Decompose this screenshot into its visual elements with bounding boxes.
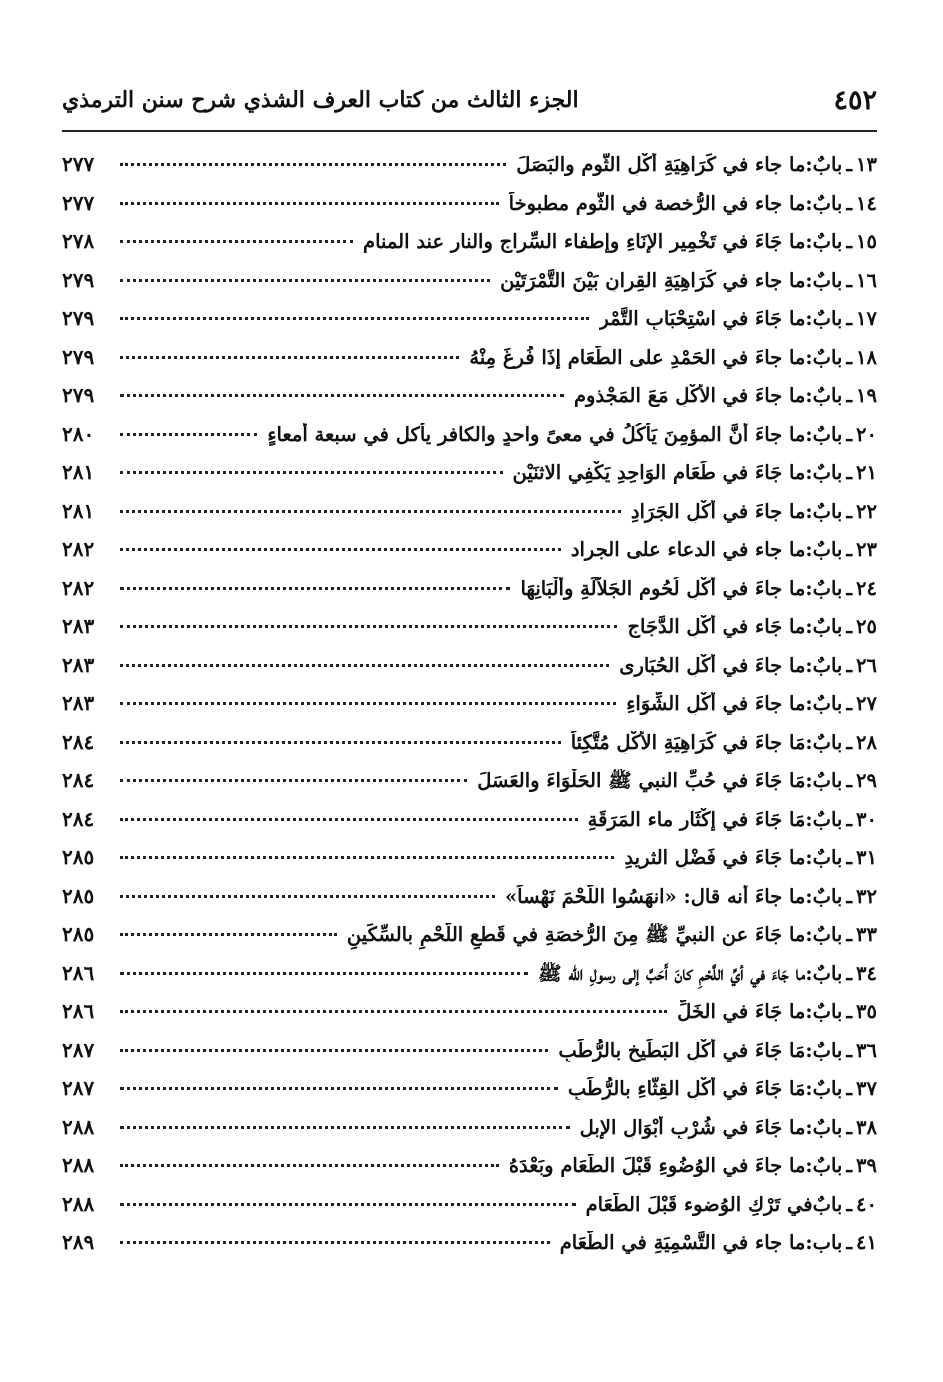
entry-page-number: ٢٨٧ bbox=[62, 1037, 95, 1062]
entry-page-number: ٢٨٣ bbox=[62, 614, 95, 638]
toc-entry bbox=[62, 229, 877, 268]
entry-title: ما جاء في كَرَاهِيَةِ القِرانِ بَيْنَ التَّمْرَتَيْنِ bbox=[500, 268, 806, 292]
dot-leader bbox=[120, 856, 614, 859]
entry-bab-label: بابٌ: bbox=[805, 576, 843, 600]
entry-page-number: ٢٨٠ bbox=[62, 421, 95, 446]
toc-entry bbox=[62, 345, 877, 384]
entry-bab-label: بابٌ: bbox=[805, 884, 843, 908]
entry-separator: ـ bbox=[846, 230, 853, 253]
entry-separator: ـ bbox=[846, 1000, 853, 1023]
entry-page-number: ٢٧٨ bbox=[62, 229, 95, 253]
entry-number: ٢٢ bbox=[856, 499, 877, 523]
entry-bab-label: بابٌ: bbox=[805, 384, 843, 407]
dot-leader bbox=[120, 664, 609, 667]
entry-separator: ـ bbox=[846, 307, 853, 330]
header-rule bbox=[62, 130, 877, 132]
entry-number: ٢٩ bbox=[856, 769, 877, 792]
entry-number: ٢١ bbox=[856, 461, 877, 484]
entry-number: ٤١ bbox=[856, 1231, 877, 1254]
dot-leader bbox=[120, 702, 616, 705]
entry-separator: ـ bbox=[846, 384, 853, 407]
dot-leader bbox=[120, 433, 257, 436]
entry-page-number: ٢٧٩ bbox=[62, 306, 95, 330]
entry-page-number: ٢٨١ bbox=[62, 460, 95, 484]
entry-bab-label: بابٌ: bbox=[805, 1115, 843, 1139]
dot-leader bbox=[120, 818, 578, 821]
entry-bab-label: بابٌ: bbox=[805, 615, 843, 638]
entry-number: ٢٣ bbox=[856, 538, 877, 561]
toc-entry bbox=[62, 768, 877, 807]
entry-separator: ـ bbox=[846, 884, 853, 908]
toc-entry bbox=[62, 1038, 877, 1077]
entry-bab-label: بابٌ: bbox=[805, 499, 843, 523]
toc-entry bbox=[62, 807, 877, 846]
dot-leader bbox=[120, 972, 528, 975]
entry-separator: ـ bbox=[846, 1077, 853, 1100]
toc-entry bbox=[62, 383, 877, 422]
entry-separator: ـ bbox=[846, 153, 853, 176]
toc-entry bbox=[62, 460, 877, 499]
entry-bab-label: بابٌ: bbox=[805, 846, 843, 869]
entry-separator: ـ bbox=[846, 422, 853, 446]
toc-entry bbox=[62, 152, 877, 191]
entry-separator: ـ bbox=[846, 268, 853, 292]
dot-leader bbox=[120, 471, 503, 474]
toc-entry bbox=[62, 653, 877, 692]
entry-title: ما جاء في التَّسْمِيَةِ في الطَّعَامِ bbox=[559, 1231, 806, 1254]
entry-number: ٢٤ bbox=[856, 576, 877, 600]
entry-page-number: ٢٧٧ bbox=[62, 190, 95, 215]
dot-leader bbox=[120, 548, 561, 551]
entry-page-number: ٢٨٨ bbox=[62, 1191, 95, 1216]
entry-number: ٣٣ bbox=[856, 923, 877, 946]
dot-leader bbox=[120, 202, 499, 205]
entry-bab-label: بابٌ: bbox=[805, 1154, 843, 1177]
entry-title: ما جَاءَ في تَخْمِيرِ الإِنَاءِ وإطفاء السِّراج والنار عند المنام bbox=[363, 230, 806, 253]
entry-separator: ـ bbox=[846, 769, 853, 792]
entry-title: مَا جَاءَ في أَكْلِ القِثَّاءِ بالرُّطَبِ bbox=[567, 1077, 806, 1100]
entry-title: ما جَاءَ في اسْتِحْبَابِ التَّمْرِ bbox=[599, 307, 806, 330]
toc-entry bbox=[62, 845, 877, 884]
entry-page-number: ٢٨٥ bbox=[62, 883, 95, 908]
dot-leader bbox=[120, 587, 510, 590]
entry-page-number: ٢٨٤ bbox=[62, 729, 95, 754]
dot-leader bbox=[120, 1203, 576, 1206]
dot-leader bbox=[120, 279, 490, 282]
entry-number: ٣٨ bbox=[856, 1115, 877, 1139]
entry-bab-label: بابٌ: bbox=[805, 153, 843, 176]
entry-page-number: ٢٨٣ bbox=[62, 691, 95, 715]
entry-number: ٢٦ bbox=[856, 653, 877, 677]
entry-title: ما جاءَ في الأَكْلِ مَعَ المَجْذومِ bbox=[573, 384, 806, 407]
entry-number: ١٤ bbox=[856, 191, 877, 215]
toc-entry bbox=[62, 1076, 877, 1115]
entry-separator: ـ bbox=[846, 615, 853, 638]
entry-separator: ـ bbox=[846, 923, 853, 946]
entry-page-number: ٢٨٤ bbox=[62, 768, 95, 792]
toc-entry bbox=[62, 191, 877, 230]
toc-entry bbox=[62, 691, 877, 730]
dot-leader bbox=[120, 1164, 499, 1167]
entry-title: في تَرْكِ الوُضوء قَبْلَ الطَّعَامِ bbox=[585, 1192, 813, 1216]
entry-separator: ـ bbox=[846, 191, 853, 215]
toc-entry bbox=[62, 537, 877, 576]
entry-bab-label: بابٌ: bbox=[805, 807, 843, 831]
entry-separator: ـ bbox=[846, 1115, 853, 1139]
entry-title: ما جاءَ في الحَمْدِ على الطَّعَامِ إِذَا فُرِغَ مِنْهُ bbox=[469, 345, 806, 369]
dot-leader bbox=[120, 741, 561, 744]
entry-page-number: ٢٨٣ bbox=[62, 652, 95, 677]
entry-page-number: ٢٨٢ bbox=[62, 575, 95, 600]
entry-page-number: ٢٨٩ bbox=[62, 1230, 95, 1254]
entry-page-number: ٢٨٨ bbox=[62, 1114, 95, 1139]
entry-number: ٣٥ bbox=[856, 1000, 877, 1023]
entry-page-number: ٢٧٩ bbox=[62, 267, 95, 292]
entry-separator: ـ bbox=[846, 961, 853, 985]
entry-page-number: ٢٨٦ bbox=[62, 960, 95, 985]
entry-title: ما جاءَ في أَكْلِ لُحُومِ الجَلاَّلَةِ وأَلْبَانِهَا bbox=[520, 576, 806, 600]
entry-bab-label: بابٌ: bbox=[805, 1000, 843, 1023]
entry-separator: ـ bbox=[846, 1231, 853, 1254]
entry-page-number: ٢٧٩ bbox=[62, 344, 95, 369]
entry-title: ما جاءَ أنه قال: «انهَسُوا اللَّحْمَ نَهْساً» bbox=[504, 884, 806, 908]
entry-bab-label: بابٌ: bbox=[805, 769, 843, 792]
entry-title: ما جاءَ في الوُضُوءِ قَبْلَ الطَّعَامِ وبَعْدَهُ bbox=[508, 1154, 806, 1177]
toc-entry bbox=[62, 499, 877, 538]
entry-bab-label: بابٌ: bbox=[805, 653, 843, 677]
toc-entry bbox=[62, 1115, 877, 1154]
running-title: الجزء الثالث من كتاب العرف الشذي شرح سنن الترمذي bbox=[62, 87, 579, 113]
page-header bbox=[62, 78, 877, 122]
entry-bab-label: بابٌ: bbox=[805, 191, 843, 215]
entry-page-number: ٢٨٦ bbox=[62, 999, 95, 1023]
entry-separator: ـ bbox=[846, 1154, 853, 1177]
entry-bab-label: بابٌ: bbox=[805, 461, 843, 484]
page-number: ٤٥٢ bbox=[833, 84, 877, 116]
entry-title: ما جاءَ في أَكْلِ الجَرَادِ bbox=[630, 499, 806, 523]
entry-number: ١٦ bbox=[856, 268, 877, 292]
entry-page-number: ٢٨٨ bbox=[62, 1153, 95, 1177]
toc-entry bbox=[62, 1192, 877, 1231]
entry-title: ما جاءَ أنَّ المؤمِنَ يَأْكُلُ في معىً واحدٍ والكافر يأكل في سبعة أمعاءٍ bbox=[267, 422, 806, 446]
entry-title: ما جاء في كَرَاهِيَةِ أَكْلِ الثُّوم والبَصَلَ bbox=[516, 153, 806, 176]
entry-bab-label: بابٌ: bbox=[805, 230, 843, 253]
dot-leader bbox=[120, 317, 589, 320]
entry-bab-label: بابٌ: bbox=[805, 1038, 843, 1062]
dot-leader bbox=[120, 163, 506, 166]
entry-number: ٣٢ bbox=[856, 884, 877, 908]
entry-bab-label: بابٌ: bbox=[805, 307, 843, 330]
entry-separator: ـ bbox=[846, 1192, 853, 1216]
toc-entry bbox=[62, 884, 877, 923]
entry-number: ١٣ bbox=[856, 153, 877, 176]
entry-title: مَا جَاءَ في حُبِّ النبي ﷺ الحَلْوَاءَ والعَسَلَ bbox=[477, 769, 806, 792]
entry-page-number: ٢٨٥ bbox=[62, 922, 95, 946]
entry-separator: ـ bbox=[846, 499, 853, 523]
toc-entry bbox=[62, 730, 877, 769]
entry-page-number: ٢٧٩ bbox=[62, 383, 95, 407]
entry-number: ١٧ bbox=[856, 307, 877, 330]
entry-number: ١٨ bbox=[856, 345, 877, 369]
entry-number: ٣٦ bbox=[856, 1038, 877, 1062]
entry-number: ٣٠ bbox=[856, 807, 877, 831]
dot-leader bbox=[120, 394, 564, 397]
entry-number: ٢٨ bbox=[856, 730, 877, 754]
entry-page-number: ٢٨١ bbox=[62, 498, 95, 523]
toc-entry bbox=[62, 961, 877, 1000]
entry-title: ما جَاءَ عن النبيِّ ﷺ مِنَ الرُّخصَةِ في قَطعِ اللَّحْمِ بالسِّكِّينِ bbox=[346, 923, 806, 946]
entry-bab-label: بابٌ: bbox=[805, 692, 843, 715]
dot-leader bbox=[120, 510, 621, 513]
entry-bab-label: باب: bbox=[805, 1231, 843, 1254]
dot-leader bbox=[120, 625, 617, 628]
dot-leader bbox=[120, 895, 495, 898]
entry-page-number: ٢٨٧ bbox=[62, 1076, 95, 1100]
entry-title: مَا جاءَ في كَرَاهِيَةِ الأَكْلِ مُتَّكِئاً bbox=[570, 730, 806, 754]
entry-bab-label: بابٌ: bbox=[805, 538, 843, 561]
dot-leader bbox=[120, 1010, 667, 1013]
entry-title: ما جَاءَ في طَعَامِ الوَاحِدِ يَكْفِي الاثنَيْنِ bbox=[512, 461, 806, 484]
entry-bab-label: بابٌ: bbox=[805, 268, 843, 292]
entry-title: ما جَاءَ في أيِّ اللَّحْمِ كانَ أَحَبَّ إلى رسولِ الله ﷺ bbox=[538, 961, 806, 985]
entry-bab-label: بابٌ: bbox=[805, 923, 843, 946]
entry-number: ٣٤ bbox=[856, 961, 877, 985]
entry-bab-label: بابٌ: bbox=[805, 345, 843, 369]
entry-separator: ـ bbox=[846, 1038, 853, 1062]
entry-number: ٣١ bbox=[856, 846, 877, 869]
entry-title: ما جَاءَ في الخَلِّ bbox=[677, 1000, 806, 1023]
entry-separator: ـ bbox=[846, 345, 853, 369]
entry-title: ما جاءَ في أَكْلِ الحُبَارى bbox=[619, 653, 806, 677]
entry-separator: ـ bbox=[846, 730, 853, 754]
entry-number: ٢٠ bbox=[856, 422, 877, 446]
dot-leader bbox=[120, 779, 467, 782]
entry-title: ما جَاءَ في شُرْبِ أَبْوَالِ الإِبلِ bbox=[579, 1115, 806, 1139]
dot-leader bbox=[120, 1049, 548, 1052]
toc-entry bbox=[62, 1230, 877, 1269]
entry-page-number: ٢٨٤ bbox=[62, 806, 95, 831]
entry-bab-label: بابٌ: bbox=[805, 1077, 843, 1100]
entry-bab-label: بابٌ: bbox=[805, 730, 843, 754]
toc-entry bbox=[62, 999, 877, 1038]
entry-bab-label: بابٌ bbox=[812, 1192, 843, 1216]
entry-separator: ـ bbox=[846, 807, 853, 831]
dot-leader bbox=[120, 356, 459, 359]
entry-page-number: ٢٧٧ bbox=[62, 152, 95, 176]
entry-title: ما جاء في الدعاء على الجراد bbox=[570, 538, 806, 561]
entry-title: ما جاءَ في أَكْلِ الشِّوَاءِ bbox=[626, 692, 806, 715]
toc-entry bbox=[62, 576, 877, 615]
entry-number: ٢٥ bbox=[856, 615, 877, 638]
toc-entry bbox=[62, 268, 877, 307]
entry-page-number: ٢٨٢ bbox=[62, 537, 95, 561]
entry-separator: ـ bbox=[846, 461, 853, 484]
entry-title: ما جَاءَ في فَضْلِ الثريدِ bbox=[624, 846, 806, 869]
dot-leader bbox=[120, 240, 353, 243]
toc-entry bbox=[62, 922, 877, 961]
entry-bab-label: بابٌ: bbox=[805, 961, 843, 985]
entry-bab-label: بابٌ: bbox=[805, 422, 843, 446]
dot-leader bbox=[120, 933, 337, 936]
entry-separator: ـ bbox=[846, 653, 853, 677]
entry-number: ١٥ bbox=[856, 230, 877, 253]
dot-leader bbox=[120, 1126, 570, 1129]
entry-separator: ـ bbox=[846, 576, 853, 600]
toc-entry bbox=[62, 306, 877, 345]
entry-number: ١٩ bbox=[856, 384, 877, 407]
entry-number: ٢٧ bbox=[856, 692, 877, 715]
entry-title: ما جَاء في أَكْلِ الدَّجَاجِ bbox=[627, 615, 806, 638]
entry-page-number: ٢٨٥ bbox=[62, 845, 95, 869]
toc-entry bbox=[62, 1153, 877, 1192]
toc-entry bbox=[62, 614, 877, 653]
entry-title: مَا جَاءَ في أَكْلِ البَطِّيخ بالرُّطَبِ bbox=[558, 1038, 806, 1062]
entry-title: مَا جَاءَ في إِكْثَارِ ماء المَرَقَةِ bbox=[587, 807, 806, 831]
toc-entry bbox=[62, 422, 877, 461]
entry-separator: ـ bbox=[846, 846, 853, 869]
entry-separator: ـ bbox=[846, 692, 853, 715]
entry-separator: ـ bbox=[846, 538, 853, 561]
entry-title: ما جاء في الرُّخصة في الثُّوم مطبوخاً bbox=[508, 191, 806, 215]
dot-leader bbox=[120, 1087, 558, 1090]
entry-number: ٣٧ bbox=[856, 1077, 877, 1100]
table-of-contents bbox=[62, 152, 877, 1269]
entry-number: ٤٠ bbox=[856, 1192, 877, 1216]
dot-leader bbox=[120, 1241, 550, 1244]
entry-number: ٣٩ bbox=[856, 1154, 877, 1177]
